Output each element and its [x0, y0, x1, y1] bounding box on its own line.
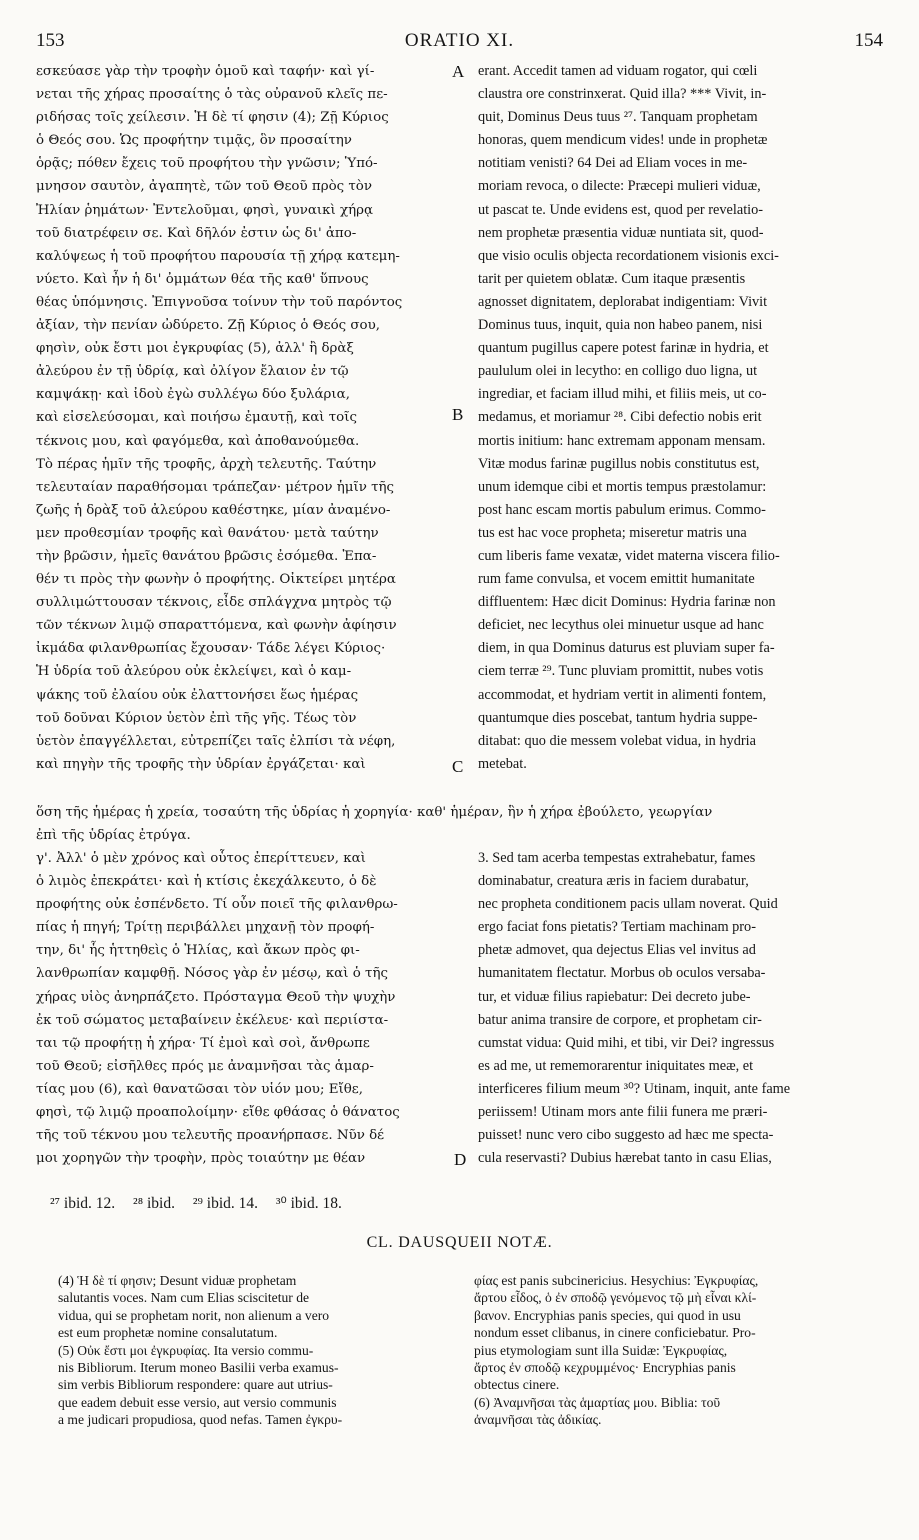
- text-line: χήρας υἱὸς ἀνηρπάζετο. Πρόσταγμα Θεοῦ τὴν ψυχὴν: [36, 989, 396, 1005]
- text-line: cumstat vidua: Quid mihi, et tibi, vir Dei? ingressus: [478, 1034, 775, 1051]
- text-line: ἀξίαν, τὴν πενίαν ὠδύρετο. Ζῇ Κύριος ὁ Θεός σου,: [36, 318, 380, 334]
- text-line: πίας ἡ πηγή; Τρίτῃ περιβάλλει μηχανῇ τὸν προφή-: [36, 920, 375, 936]
- text-line: εσκεύασε γὰρ τὴν τροφὴν ὁμοῦ καὶ ταφήν· καὶ γί-: [36, 64, 375, 79]
- text-line: ἐκ τοῦ σώματος μεταβαίνειν ἐκέλευε· καὶ περιίστα-: [36, 1012, 389, 1028]
- gutter-letter-b: B: [452, 405, 464, 424]
- greek-column-bottom: [36, 847, 458, 1170]
- text-line: paululum olei in lecytho: en colligo duo ligna, ut: [478, 363, 758, 380]
- text-line: ἀλεύρου ἐν τῇ ὑδρίᾳ, καὶ ὀλίγον ἔλαιον ἐν τῷ: [36, 364, 349, 380]
- text-line: diem, in qua Dominus daturus est pluviam super fa-: [478, 640, 775, 657]
- text-line: νεται τῆς χήρας προσαίτης ὁ τὰς οὐρανοῦ κλεῖς πε-: [36, 87, 388, 103]
- text-line: 3. Sed tam acerba tempestas extrahebatur, fames: [478, 850, 756, 866]
- text-line: νύετο. Καὶ ἦν ἡ δι' ὀμμάτων θέα τῆς καθ' ὕπνους: [36, 271, 369, 287]
- text-line: ἀναμνῆσαι τὰς ἀδικίας.: [474, 1412, 602, 1428]
- text-line: Ἠλίαν ῥημάτων· Ἐντελοῦμαι, φησὶ, γυναικὶ χήρᾳ: [36, 202, 374, 218]
- text-line: φησὶ, τῷ λιμῷ προαπολοίμην· εἴθε φθάσας ὁ θάνατος: [36, 1105, 400, 1121]
- text-line: deficiet, nec lecythus olei minuetur usque ad hanc: [478, 617, 764, 634]
- reference-28: ²⁸ ibid.: [133, 1195, 175, 1212]
- text-line: que visio oculis objecta recordationem visionis exci-: [478, 247, 779, 264]
- text-line: metebat.: [478, 755, 527, 772]
- text-line: ingrediar, et faciam illud mihi, et filiis meis, ut co-: [478, 386, 767, 403]
- text-line: τελευταίαν παραθήσομαι τράπεζαν· μέτρον ἡμῖν τῆς: [36, 479, 395, 495]
- text-line: ut pascat te. Unde evidens est, quod per revelatio-: [478, 201, 764, 218]
- text-line: tus est hac voce propheta; miseretur matris una: [478, 524, 747, 541]
- text-line: ἐπὶ τῆς ὑδρίας ἐτρύγα.: [36, 828, 191, 844]
- text-line: θέας ὑπόμνησις. Ἐπιγνοῦσα τοίνυν τὴν τοῦ παρόντος: [36, 294, 403, 310]
- notes-column-left: [58, 1272, 450, 1429]
- text-line: ditabat: quo die messem volebat vidua, in hydria: [478, 732, 756, 749]
- text-line: quit, Dominus Deus tuus ²⁷. Tanquam prophetam: [478, 109, 758, 126]
- text-line: cula reservasti? Dubius hærebat tanto in casu Elias,: [478, 1150, 772, 1167]
- text-line: puisset! nunc vero cibo suggesto ad hæc me specta-: [478, 1127, 774, 1144]
- text-line: claustra ore constrinxerat. Quid illa? *** Vivit, in-: [478, 86, 767, 103]
- text-line: καλύψεως ἡ τοῦ προφήτου παρουσία τῇ χήρᾳ κατεμη-: [36, 248, 400, 264]
- text-line: diffluentem: Hæc dicit Dominus: Hydria farinæ non: [478, 594, 776, 611]
- page-number-right: 154: [854, 30, 883, 51]
- page-number-left: 153: [36, 30, 65, 51]
- text-line: es ad me, ut rememorarentur iniquitates meæ, et: [478, 1057, 754, 1074]
- text-line: ὑετὸν ἐπαγγέλλεται, εὐτρεπίζει ταῖς ἐλπίσι τὰ νέφη,: [36, 733, 396, 749]
- text-line: γ'. Ἀλλ' ὁ μὲν χρόνος καὶ οὗτος ἐπερίττευεν, καὶ: [36, 851, 366, 866]
- text-line: interficeres filium meum ³⁰? Utinam, inquit, ante fame: [478, 1080, 791, 1097]
- text-line: (5) Οὐκ ἔστι μοι ἐγκρυφίας. Ita versio commu-: [58, 1342, 314, 1358]
- notes-column-right: [474, 1272, 886, 1429]
- gutter-letter-a: A: [452, 62, 465, 81]
- text-line: ριδήσας τοῖς χείλεσιν. Ἡ δὲ τί φησιν (4); Ζῇ Κύριος: [36, 110, 389, 126]
- text-line: (6) Ἀναμνῆσαι τὰς ἁμαρτίας μου. Biblia: τοῦ: [474, 1394, 721, 1410]
- text-line: ὁ λιμὸς ἐπεκράτει· καὶ ἡ κτίσις ἐκεχάλκευτο, ὁ δὲ: [36, 874, 377, 890]
- text-line: ὁ Θεός σου. Ὡς προφήτην τιμᾷς, ὃν προσαίτην: [36, 133, 352, 149]
- text-line: φίας est panis subcinericius. Hesychius: Ἐγκρυφίας,: [474, 1273, 759, 1288]
- greek-column-top: [36, 60, 458, 776]
- greek-full-width-line: [36, 801, 886, 847]
- text-line: τῶν τέκνων λιμῷ σπαραττόμενα, καὶ φωνὴν ἀφίησιν: [36, 618, 397, 634]
- text-line: λανθρωπίαν καμφθῇ. Νόσος γὰρ ἐν μέσῳ, καὶ ὁ τῆς: [36, 966, 388, 982]
- text-line: τὴν βρῶσιν, ἡμεῖς θανάτου βρῶσις ἐσόμεθα. Ἐπα-: [36, 548, 377, 564]
- text-line: a me judicari propudiosa, quod nefas. Tamen ἐγκρυ-: [58, 1412, 343, 1428]
- text-line: quantumque dies poscebat, tantum hydria suppe-: [478, 709, 758, 726]
- text-line: (4) Ἡ δὲ τί φησιν; Desunt viduæ prophetam: [58, 1273, 297, 1288]
- text-line: καὶ πηγὴν τῆς τροφῆς τὴν ὑδρίαν ἐργάζεται· καὶ: [36, 756, 366, 772]
- text-line: ὅση τῆς ἡμέρας ἡ χρεία, τοσαύτη τῆς ὑδρίας ἡ χορηγία· καθ' ἡμέραν, ἣν ἡ χήρα ἐβούλετο, γεωργίαν: [36, 805, 713, 820]
- text-line: sim verbis Bibliorum respondere: quare aut utrius-: [58, 1377, 333, 1393]
- text-line: μοι χορηγῶν τὴν τροφὴν, πρὸς τοιαύτην με θέαν: [36, 1151, 366, 1167]
- text-line: ciem terræ ²⁹. Tunc pluviam promittit, nubes votis: [478, 663, 764, 680]
- scripture-references: [50, 1194, 356, 1213]
- text-line: συλλιμώττουσαν τέκνοις, εἶδε σπλάγχνα μητρὸς τῷ: [36, 595, 392, 611]
- text-line: mortis initium: hanc extremam apponam mensam.: [478, 432, 766, 449]
- text-line: agnosset dignitatem, deplorabat indigentiam: Vivit: [478, 293, 768, 310]
- text-line: post hanc escam mortis pabulum erimus. Commo-: [478, 501, 766, 518]
- text-line: nec propheta conditionem pacis ullam noverat. Quid: [478, 896, 778, 913]
- text-line: ἄρτου εἶδος, ὁ ἐν σποδῷ γενόμενος τῷ μὴ εἶναι κλί-: [474, 1290, 757, 1306]
- text-line: obtectus cinere.: [474, 1377, 560, 1393]
- text-line: salutantis voces. Nam cum Elias sciscitetur de: [58, 1290, 310, 1306]
- text-line: Dominus tuus, inquit, quia non habeo panem, nisi: [478, 317, 763, 334]
- text-line: tarit per quietem oblatæ. Cum itaque præsentis: [478, 270, 746, 287]
- page-header: [36, 30, 883, 60]
- text-line: periissem! Utinam mors ante filii funera me præri-: [478, 1104, 768, 1121]
- text-line: μεν προθεσμίαν τροφῆς καὶ θανάτου· μετὰ ταύτην: [36, 525, 379, 541]
- text-line: vidua, qui se prophetam norit, non alienum a vero: [58, 1307, 330, 1323]
- text-line: tur, et viduæ filius rapiebatur: Dei decreto jube-: [478, 988, 751, 1005]
- text-line: ζωῆς ἡ δρὰξ τοῦ ἀλεύρου καθέστηκε, μίαν ἀναμένο-: [36, 502, 391, 518]
- text-line: est eum prophetæ nomine consalutatum.: [58, 1325, 278, 1341]
- text-line: τοῦ δοῦναι Κύριον ὑετὸν ἐπὶ τῆς γῆς. Τέως τὸν: [36, 710, 357, 726]
- running-title: ORATIO XI.: [404, 30, 515, 51]
- text-line: ἰκμάδα φιλανθρωπίας ἔχουσαν· Τάδε λέγει Κύριος·: [36, 641, 386, 657]
- text-line: medamus, et moriamur ²⁸. Cibi defectio nobis erit: [478, 409, 762, 426]
- text-line: unum idemque cibi et mortis tempus præstolamur:: [478, 478, 767, 495]
- text-line: τοῦ Θεοῦ; εἰσῆλθες πρός με ἀναμνῆσαι τὰς ἁμαρ-: [36, 1058, 374, 1074]
- text-line: τοῦ διατρέφειν σε. Καὶ δῆλόν ἐστιν ὡς δι' ἀπο-: [36, 225, 357, 241]
- text-line: nondum esset clibanus, in cinere conficiebatur. Pro-: [474, 1325, 756, 1341]
- text-line: phetæ admovet, qua dejectus Elias vel invitus ad: [478, 942, 756, 959]
- gutter-letter-c: C: [452, 757, 464, 776]
- text-line: Τὸ πέρας ἡμῖν τῆς τροφῆς, ἀρχὴ τελευτῆς. Ταύτην: [36, 456, 377, 472]
- gutter-letter-d: D: [454, 1150, 467, 1169]
- text-line: φησὶν, οὐκ ἔστι μοι ἐγκρυφίας (5), ἀλλ' ἢ δρὰξ: [36, 341, 354, 357]
- notes-heading: CL. DAUSQUEII NOTÆ.: [366, 1234, 553, 1251]
- text-line: batur anima transire de corpore, et prophetam cir-: [478, 1011, 762, 1028]
- text-line: τίας μου (6), καὶ θανατῶσαι τὸν υἱόν μου; Εἴθε,: [36, 1081, 363, 1097]
- text-line: καμψάκῃ· καὶ ἰδοὺ ἐγὼ συλλέγω δύο ξυλάρια,: [36, 387, 350, 403]
- text-line: dominabatur, creatura æris in faciem durabatur,: [478, 873, 749, 890]
- text-line: Vitæ modus farinæ pugillus nobis constitutus est,: [478, 455, 760, 472]
- text-line: ὁρᾷς; πόθεν ἔχεις τοῦ προφήτου τὴν γνῶσιν; Ὑπό-: [36, 156, 378, 172]
- text-line: moriam revoca, o dilecte: Præcepi mulieri viduæ,: [478, 178, 761, 195]
- text-line: cum liberis fame vexatæ, videt materna viscera filio-: [478, 547, 780, 564]
- text-line: προφήτης οὐκ ἐσπένδετο. Τί οὖν ποιεῖ τῆς φιλανθρω-: [36, 897, 398, 913]
- text-line: pius etymologiam sunt illa Suidæ: Ἐγκρυφίας,: [474, 1342, 728, 1358]
- text-line: βανον. Encryphias panis species, qui quod in usu: [474, 1307, 741, 1323]
- reference-30: ³⁰ ibid. 18.: [275, 1195, 342, 1212]
- text-line: Ἡ ὑδρία τοῦ ἀλεύρου οὐκ ἐκλείψει, καὶ ὁ καμ-: [36, 664, 352, 680]
- latin-column-bottom: [478, 847, 886, 1170]
- text-line: τῆς τοῦ τέκνου μου τελευτῆς προανήρπασε. Νῦν δέ: [36, 1128, 385, 1144]
- text-line: ται τῷ προφήτῃ ἡ χήρα· Τί ἐμοὶ καὶ σοὶ, ἄνθρωπε: [36, 1035, 370, 1051]
- text-line: notitiam venisti? 64 Dei ad Eliam voces in me-: [478, 155, 748, 172]
- text-line: nis Bibliorum. Iterum moneo Basilii verba examus-: [58, 1360, 339, 1376]
- latin-column-top: [478, 60, 886, 776]
- text-line: humanitatem flectatur. Morbus ob oculos versaba-: [478, 965, 766, 982]
- text-line: honoras, quem mendicum vides! unde in prophetæ: [478, 132, 768, 149]
- text-line: ἄρτος ἐν σποδῷ κεχρυμμένος· Encryphias panis: [474, 1360, 736, 1376]
- reference-29: ²⁹ ibid. 14.: [192, 1195, 259, 1212]
- text-line: ψάκης τοῦ ἐλαίου οὐκ ἐλαττονήσει ἕως ἡμέρας: [36, 687, 359, 703]
- text-line: θέν τι πρὸς τὴν φωνὴν ὁ προφήτης. Οἰκτείρει μητέρα: [36, 572, 396, 588]
- text-line: μνησον σαυτὸν, ἀγαπητὲ, τῶν τοῦ Θεοῦ πρὸς τὸν: [36, 179, 372, 195]
- text-line: erant. Accedit tamen ad viduam rogator, qui cœli: [478, 63, 758, 79]
- text-line: καὶ εἰσελεύσομαι, καὶ ποιήσω ἐμαυτῇ, καὶ τοῖς: [36, 410, 357, 426]
- text-line: ergo faciat fons pietatis? Tertiam machinam pro-: [478, 919, 756, 936]
- text-line: nem prophetæ præsentia viduæ nuntiata sit, quod-: [478, 224, 764, 241]
- text-line: rum fame convulsa, et vocem emittit humanitate: [478, 571, 755, 588]
- text-line: accommodat, et hydriam vertit in alimenti fontem,: [478, 686, 767, 703]
- text-line: quantum pugillus capere potest farinæ in hydria, et: [478, 340, 769, 357]
- text-line: τέκνοις μου, καὶ φαγόμεθα, καὶ ἀποθανούμεθα.: [36, 433, 360, 449]
- reference-27: ²⁷ ibid. 12.: [50, 1195, 116, 1212]
- text-line: que eadem debuit esse versio, aut versio communis: [58, 1394, 337, 1410]
- text-line: την, δι' ἧς ἡττηθεὶς ὁ Ἠλίας, καὶ ἄκων πρὸς φι-: [36, 943, 360, 959]
